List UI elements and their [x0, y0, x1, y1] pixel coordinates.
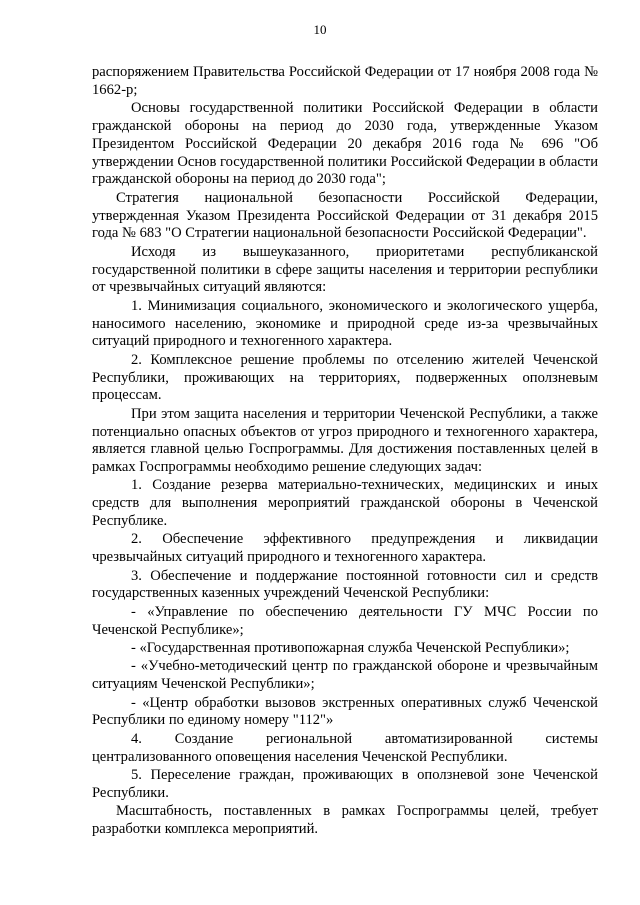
- paragraph: Стратегия национальной безопасности Российской Федерации, утвержденная Указом Президента Российской Федерации от 31 декабря 2015 года № 683 "О Стратегии национальной безопасности Российской Федерации".: [92, 189, 598, 242]
- paragraph: распоряжением Правительства Российской Федерации от 17 ноября 2008 года № 1662-р;: [92, 64, 598, 98]
- list-item: 3. Обеспечение и поддержание постоянной готовности сил и средств государственных казенных учреждений Чеченской Республики:: [92, 567, 598, 602]
- list-item: 2. Обеспечение эффективного предупреждения и ликвидации чрезвычайных ситуаций природного и техногенного характера.: [92, 531, 598, 566]
- document-body: [92, 64, 598, 839]
- page-number: 10: [313, 22, 327, 37]
- paragraph: Основы государственной политики Российской Федерации в области гражданской обороны на период до 2030 года, утвержденные Указом Президентом Российской Федерации 20 декабря 2016 года № 696 "Об утверждении Основ государственной политики Российской Федерации в области гражданской обороны на период до 2030 года";: [92, 100, 598, 188]
- list-item: - «Государственная противопожарная служба Чеченской Республики»;: [131, 640, 570, 657]
- paragraph: При этом защита населения и территории Чеченской Республики, а также потенциально опасных объектов от угроз природного и техногенного характера, является главной целью Госпрограммы. Для достижения поставленных целей в рамках Госпрограммы необходимо решение следующих задач:: [92, 405, 598, 476]
- list-item: 5. Переселение граждан, проживающих в оползневой зоне Чеченской Республики.: [92, 766, 598, 801]
- paragraph: Исходя из вышеуказанного, приоритетами республиканской государственной политики в сфере защиты населения и территории республики от чрезвычайных ситуаций являются:: [92, 243, 598, 296]
- list-item: - «Учебно-методический центр по гражданской обороне и чрезвычайным ситуациям Чеченской Республики»;: [92, 658, 598, 693]
- list-item: - «Управление по обеспечению деятельности ГУ МЧС России по Чеченской Республике»;: [92, 603, 598, 638]
- list-item: 4. Создание региональной автоматизированной системы централизованного оповещения населения Чеченской Республики.: [92, 730, 598, 765]
- list-item: 1. Создание резерва материально-технических, медицинских и иных средств для выполнения мероприятий гражданской обороны в Чеченской Республике.: [92, 477, 598, 530]
- paragraph: Масштабность, поставленных в рамках Госпрограммы целей, требует разработки комплекса мероприятий.: [92, 803, 598, 837]
- list-item: - «Центр обработки вызовов экстренных оперативных служб Чеченской Республики по единому номеру "112"»: [92, 694, 598, 729]
- list-item: 2. Комплексное решение проблемы по отселению жителей Чеченской Республики, проживающих на территориях, подверженных оползневым процессам.: [92, 351, 598, 404]
- list-item: 1. Минимизация социального, экономического и экологического ущерба, наносимого населению, экономике и природной среде из-за чрезвычайных ситуаций природного и техногенного характера.: [92, 297, 598, 350]
